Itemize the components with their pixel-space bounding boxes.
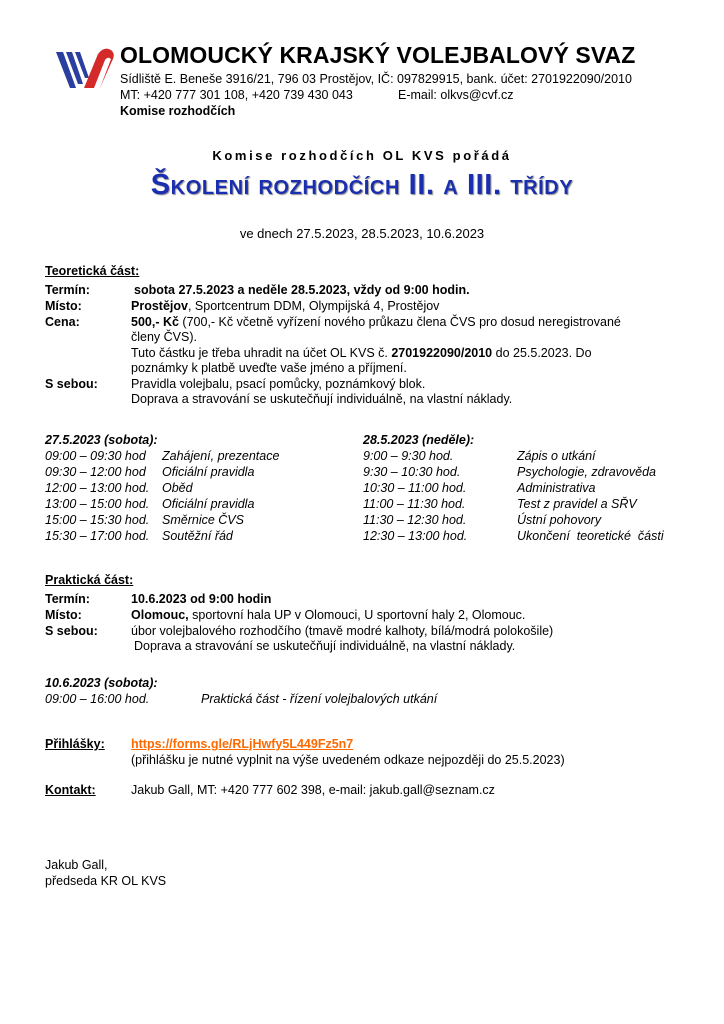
theory-bring-line2: Doprava a stravování se uskutečňují individuálně, na vlastní náklady.	[131, 392, 513, 406]
signature-name: Jakub Gall,	[45, 858, 108, 872]
signature-role: předseda KR OL KVS	[45, 874, 167, 888]
schedule-item: Test z pravidel a SŘV	[517, 497, 637, 511]
registration-note: (přihlášku je nutné vyplnit na výše uvedeném odkaze nejpozději do 25.5.2023)	[131, 753, 565, 767]
org-name: OLOMOUCKÝ KRAJSKÝ VOLEJBALOVÝ SVAZ	[120, 42, 636, 68]
schedule-item: Ústní pohovory	[517, 513, 602, 527]
practice-bring-label: S sebou:	[45, 624, 98, 638]
schedule-item: Směrnice ČVS	[162, 513, 244, 527]
schedule-item: Oficiální pravidla	[162, 465, 255, 479]
org-committee: Komise rozhodčích	[120, 104, 236, 118]
schedule-time: 13:00 – 15:00 hod.	[45, 497, 150, 511]
practice-day-item: Praktická část - řízení volejbalových utkání	[201, 692, 438, 706]
schedule-sat-heading: 27.5.2023 (sobota):	[45, 433, 158, 447]
volleyball-federation-logo-icon	[54, 44, 118, 94]
practice-bring-line1: úbor volejbalového rozhodčího (tmavě modré kalhoty, bílá/modrá polokošile)	[131, 624, 554, 638]
course-dates: ve dnech 27.5.2023, 28.5.2023, 10.6.2023	[239, 226, 485, 241]
schedule-time: 15:00 – 15:30 hod.	[45, 513, 150, 527]
schedule-time: 09:00 – 09:30 hod	[45, 449, 146, 463]
schedule-item: Administrativa	[517, 481, 596, 495]
schedule-time: 11:00 – 11:30 hod.	[363, 497, 466, 511]
schedule-item: Psychologie, zdravověda	[517, 465, 656, 479]
schedule-time: 9:30 – 10:30 hod.	[363, 465, 461, 479]
org-email: E-mail: olkvs@cvf.cz	[398, 88, 514, 102]
schedule-time: 12:30 – 13:00 hod.	[363, 529, 468, 543]
org-address: Sídliště E. Beneše 3916/21, 796 03 Prostějov, IČ: 097829915, bank. účet: 2701922090/2010	[120, 72, 632, 86]
schedule-time: 9:00 – 9:30 hod.	[363, 449, 454, 463]
organizer-line: Komise rozhodčích OL KVS pořádá	[212, 148, 512, 163]
practice-bring-line2: Doprava a stravování se uskutečňují individuálně, na vlastní náklady.	[134, 639, 516, 653]
schedule-time: 11:30 – 12:30 hod.	[363, 513, 467, 527]
practice-place-value: Olomouc, sportovní hala UP v Olomouci, U sportovní haly 2, Olomouc.	[131, 608, 526, 622]
registration-label: Přihlášky:	[45, 737, 105, 751]
schedule-time: 12:00 – 13:00 hod.	[45, 481, 150, 495]
schedule-sun-heading: 28.5.2023 (neděle):	[363, 433, 475, 447]
schedule-item: Zápis o utkání	[517, 449, 596, 463]
theory-term-value: sobota 27.5.2023 a neděle 28.5.2023, vždy od 9:00 hodin.	[134, 283, 470, 297]
theory-term-label: Termín:	[45, 283, 90, 297]
schedule-item: Soutěžní řád	[162, 529, 233, 543]
org-phone: MT: +420 777 301 108, +420 739 430 043	[120, 88, 353, 102]
theory-price-line4: poznámky k platbě uveďte vaše jméno a příjmení.	[131, 361, 407, 375]
theory-price-value: 500,- Kč (700,- Kč včetně vyřízení nového průkazu člena ČVS pro dosud neregistrované	[131, 315, 621, 329]
schedule-item: Oficiální pravidla	[162, 497, 255, 511]
theory-price-line2: členy ČVS).	[131, 330, 197, 344]
theory-place-label: Místo:	[45, 299, 82, 313]
page-title: Školení rozhodčích II. a III. třídy	[150, 169, 574, 201]
theory-bring-label: S sebou:	[45, 377, 98, 391]
practice-day-time: 09:00 – 16:00 hod.	[45, 692, 150, 706]
schedule-time: 09:30 – 12:00 hod	[45, 465, 146, 479]
theory-price-line3: Tuto částku je třeba uhradit na účet OL KVS č. 2701922090/2010 do 25.5.2023. Do	[131, 346, 592, 360]
theory-heading: Teoretická část:	[45, 264, 140, 278]
schedule-time: 15:30 – 17:00 hod.	[45, 529, 150, 543]
practice-place-label: Místo:	[45, 608, 82, 622]
registration-link[interactable]: https://forms.gle/RLjHwfy5L449Fz5n7	[131, 737, 354, 751]
contact-label: Kontakt:	[45, 783, 96, 797]
practice-term-label: Termín:	[45, 592, 90, 606]
theory-bring-line1: Pravidla volejbalu, psací pomůcky, poznámkový blok.	[131, 377, 426, 391]
contact-value: Jakub Gall, MT: +420 777 602 398, e-mail: jakub.gall@seznam.cz	[131, 783, 495, 797]
schedule-item: Zahájení, prezentace	[162, 449, 280, 463]
theory-price-label: Cena:	[45, 315, 80, 329]
practice-day-heading: 10.6.2023 (sobota):	[45, 676, 158, 690]
schedule-time: 10:30 – 11:00 hod.	[363, 481, 467, 495]
practice-term-value: 10.6.2023 od 9:00 hodin	[131, 592, 272, 606]
theory-place-value: Prostějov, Sportcentrum DDM, Olympijská 4, Prostějov	[131, 299, 440, 313]
schedule-item: Ukončení teoretické části	[517, 529, 664, 543]
practice-heading: Praktická část:	[45, 573, 134, 587]
schedule-item: Oběd	[162, 481, 193, 495]
